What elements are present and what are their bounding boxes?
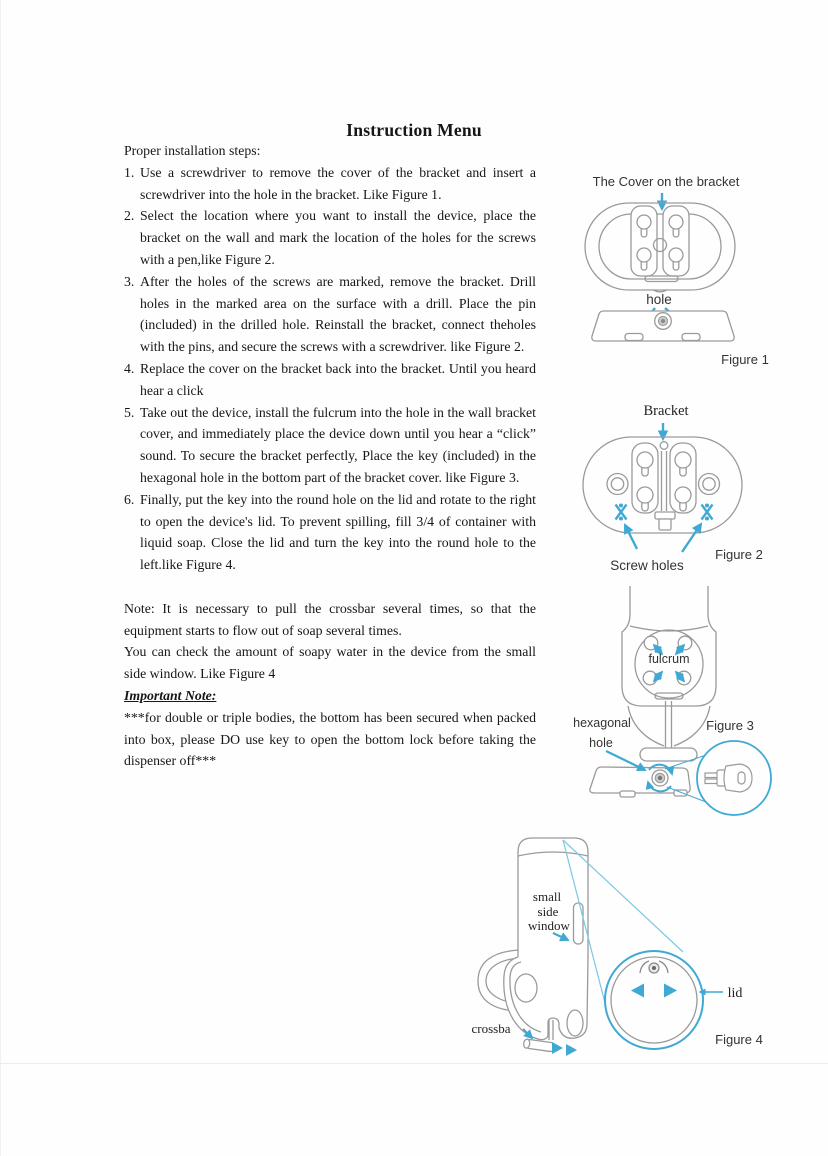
pull-arrow-icon bbox=[566, 1044, 577, 1056]
figure2-caption: Figure 2 bbox=[715, 547, 763, 562]
cover-side-view-drawing bbox=[592, 311, 734, 341]
important-note-text: ***for double or triple bodies, the bottom has been secured when packed into box, please DO use key to open the bottom lock before taking the dispenser off*** bbox=[124, 709, 536, 769]
figure4-caption: Figure 4 bbox=[715, 1032, 763, 1047]
base-side-view-drawing bbox=[590, 767, 690, 797]
figure4-crossbar-label: crossba bbox=[471, 1021, 511, 1036]
bracket-drawing bbox=[583, 437, 742, 533]
figure3-hexagonal-label-line1: hexagonal bbox=[573, 716, 631, 730]
step-text: Finally, put the key into the round hole on the lid and rotate to the right to open the device's lid. To prevent spilling, fill 3/4 of container with liquid soap. Close the lid and turn the key into the round hole to the left.like Figure 4. bbox=[140, 491, 536, 573]
step-text: After the holes of the screws are marked, remove the bracket. Drill holes in the marked area on the surface with a drill. Place the pin (included) in the drilled hole. Reinstall the bracket, connect theholes with the pins, and secure the screws with a screwdriver. like Figure 2. bbox=[140, 273, 536, 355]
lid-zoom-drawing bbox=[605, 951, 703, 1049]
step-item-2 bbox=[124, 205, 536, 270]
step-text: Replace the cover on the bracket back into the bracket. Until you heard hear a click bbox=[140, 360, 536, 398]
figure3-hexagonal-label-line2: hole bbox=[589, 736, 613, 750]
arrow-to-right-screw-icon bbox=[682, 524, 701, 552]
page-break-line bbox=[0, 1063, 828, 1064]
key-drawing bbox=[705, 764, 752, 792]
note-paragraph-1: Note: It is necessary to pull the crossbar several times, so that the equipment starts to flow out of soap several times. bbox=[124, 600, 536, 638]
lid-lock-icon bbox=[640, 961, 668, 973]
step-text: Use a screwdriver to remove the cover of the bracket and insert a screwdriver into the hole in the bracket. Like Figure 1. bbox=[140, 164, 536, 202]
cover-front-drawing bbox=[585, 203, 735, 292]
figure1-caption: Figure 1 bbox=[721, 352, 769, 367]
turn-left-arrow-icon bbox=[631, 984, 644, 998]
figure-1 bbox=[555, 168, 805, 372]
step-text: Select the location where you want to install the device, place the bracket on the wall and mark the location of the holes for the screws with a pen,like Figure 2. bbox=[140, 208, 536, 267]
step-item-3 bbox=[124, 271, 536, 358]
intro-line: Proper installation steps: bbox=[124, 143, 261, 158]
pull-arrow-icon bbox=[552, 1042, 563, 1054]
page-title: Instruction Menu bbox=[346, 119, 482, 140]
figure-3 bbox=[550, 582, 800, 818]
figure3-fulcrum-label: fulcrum bbox=[648, 652, 690, 666]
figure3-caption: Figure 3 bbox=[706, 718, 754, 733]
step-number: 6. bbox=[124, 491, 135, 507]
step-number: 2. bbox=[124, 208, 135, 224]
step-item-1 bbox=[124, 162, 536, 206]
step-number: 3. bbox=[124, 273, 135, 289]
device-stand-drawing bbox=[628, 701, 710, 761]
device-back-drawing bbox=[622, 586, 716, 706]
figure1-cover-label: The Cover on the bracket bbox=[592, 174, 740, 189]
step-number: 1. bbox=[124, 164, 135, 180]
figure1-hole-label: hole bbox=[646, 292, 672, 307]
note-paragraph-2: You can check the amount of soapy water in the device from the small side window. Like Figure 4 bbox=[124, 644, 536, 682]
side-window-slot bbox=[574, 903, 584, 944]
figure-4 bbox=[435, 830, 805, 1060]
figure4-window-label-line1: small bbox=[532, 889, 562, 904]
step-number: 4. bbox=[124, 360, 135, 376]
arrow-to-left-screw-icon bbox=[625, 525, 637, 549]
figure2-bracket-label: Bracket bbox=[643, 403, 689, 419]
instructions-text-column bbox=[124, 140, 536, 772]
step-number: 5. bbox=[124, 404, 135, 420]
screw-hole-marker-right-icon bbox=[702, 504, 713, 521]
screw-hole-marker-left-icon bbox=[616, 504, 627, 521]
step-text: Take out the device, install the fulcrum into the hole in the wall bracket cover, and immediately place the device down until you hear a “click” sound. To secure the bracket perfectly, Place the key (included) in the hexagonal hole in the bottom part of the bracket cover. like Figure 3. bbox=[140, 404, 536, 485]
step-item-6 bbox=[124, 489, 536, 576]
figure2-screwholes-label: Screw holes bbox=[610, 558, 684, 573]
figure4-window-label-line3: window bbox=[528, 918, 570, 933]
important-note-heading: Important Note: bbox=[124, 687, 217, 703]
step-item-4 bbox=[124, 358, 536, 402]
figure4-lid-label: lid bbox=[727, 986, 743, 1001]
step-item-5 bbox=[124, 402, 536, 489]
page-left-edge bbox=[0, 0, 1, 1156]
figure-2 bbox=[555, 395, 805, 585]
turn-right-arrow-icon bbox=[664, 984, 677, 998]
crossbar-drawing bbox=[523, 1039, 555, 1052]
figure4-window-label-line2: side bbox=[537, 904, 559, 919]
dispenser-body-drawing bbox=[504, 838, 588, 1052]
